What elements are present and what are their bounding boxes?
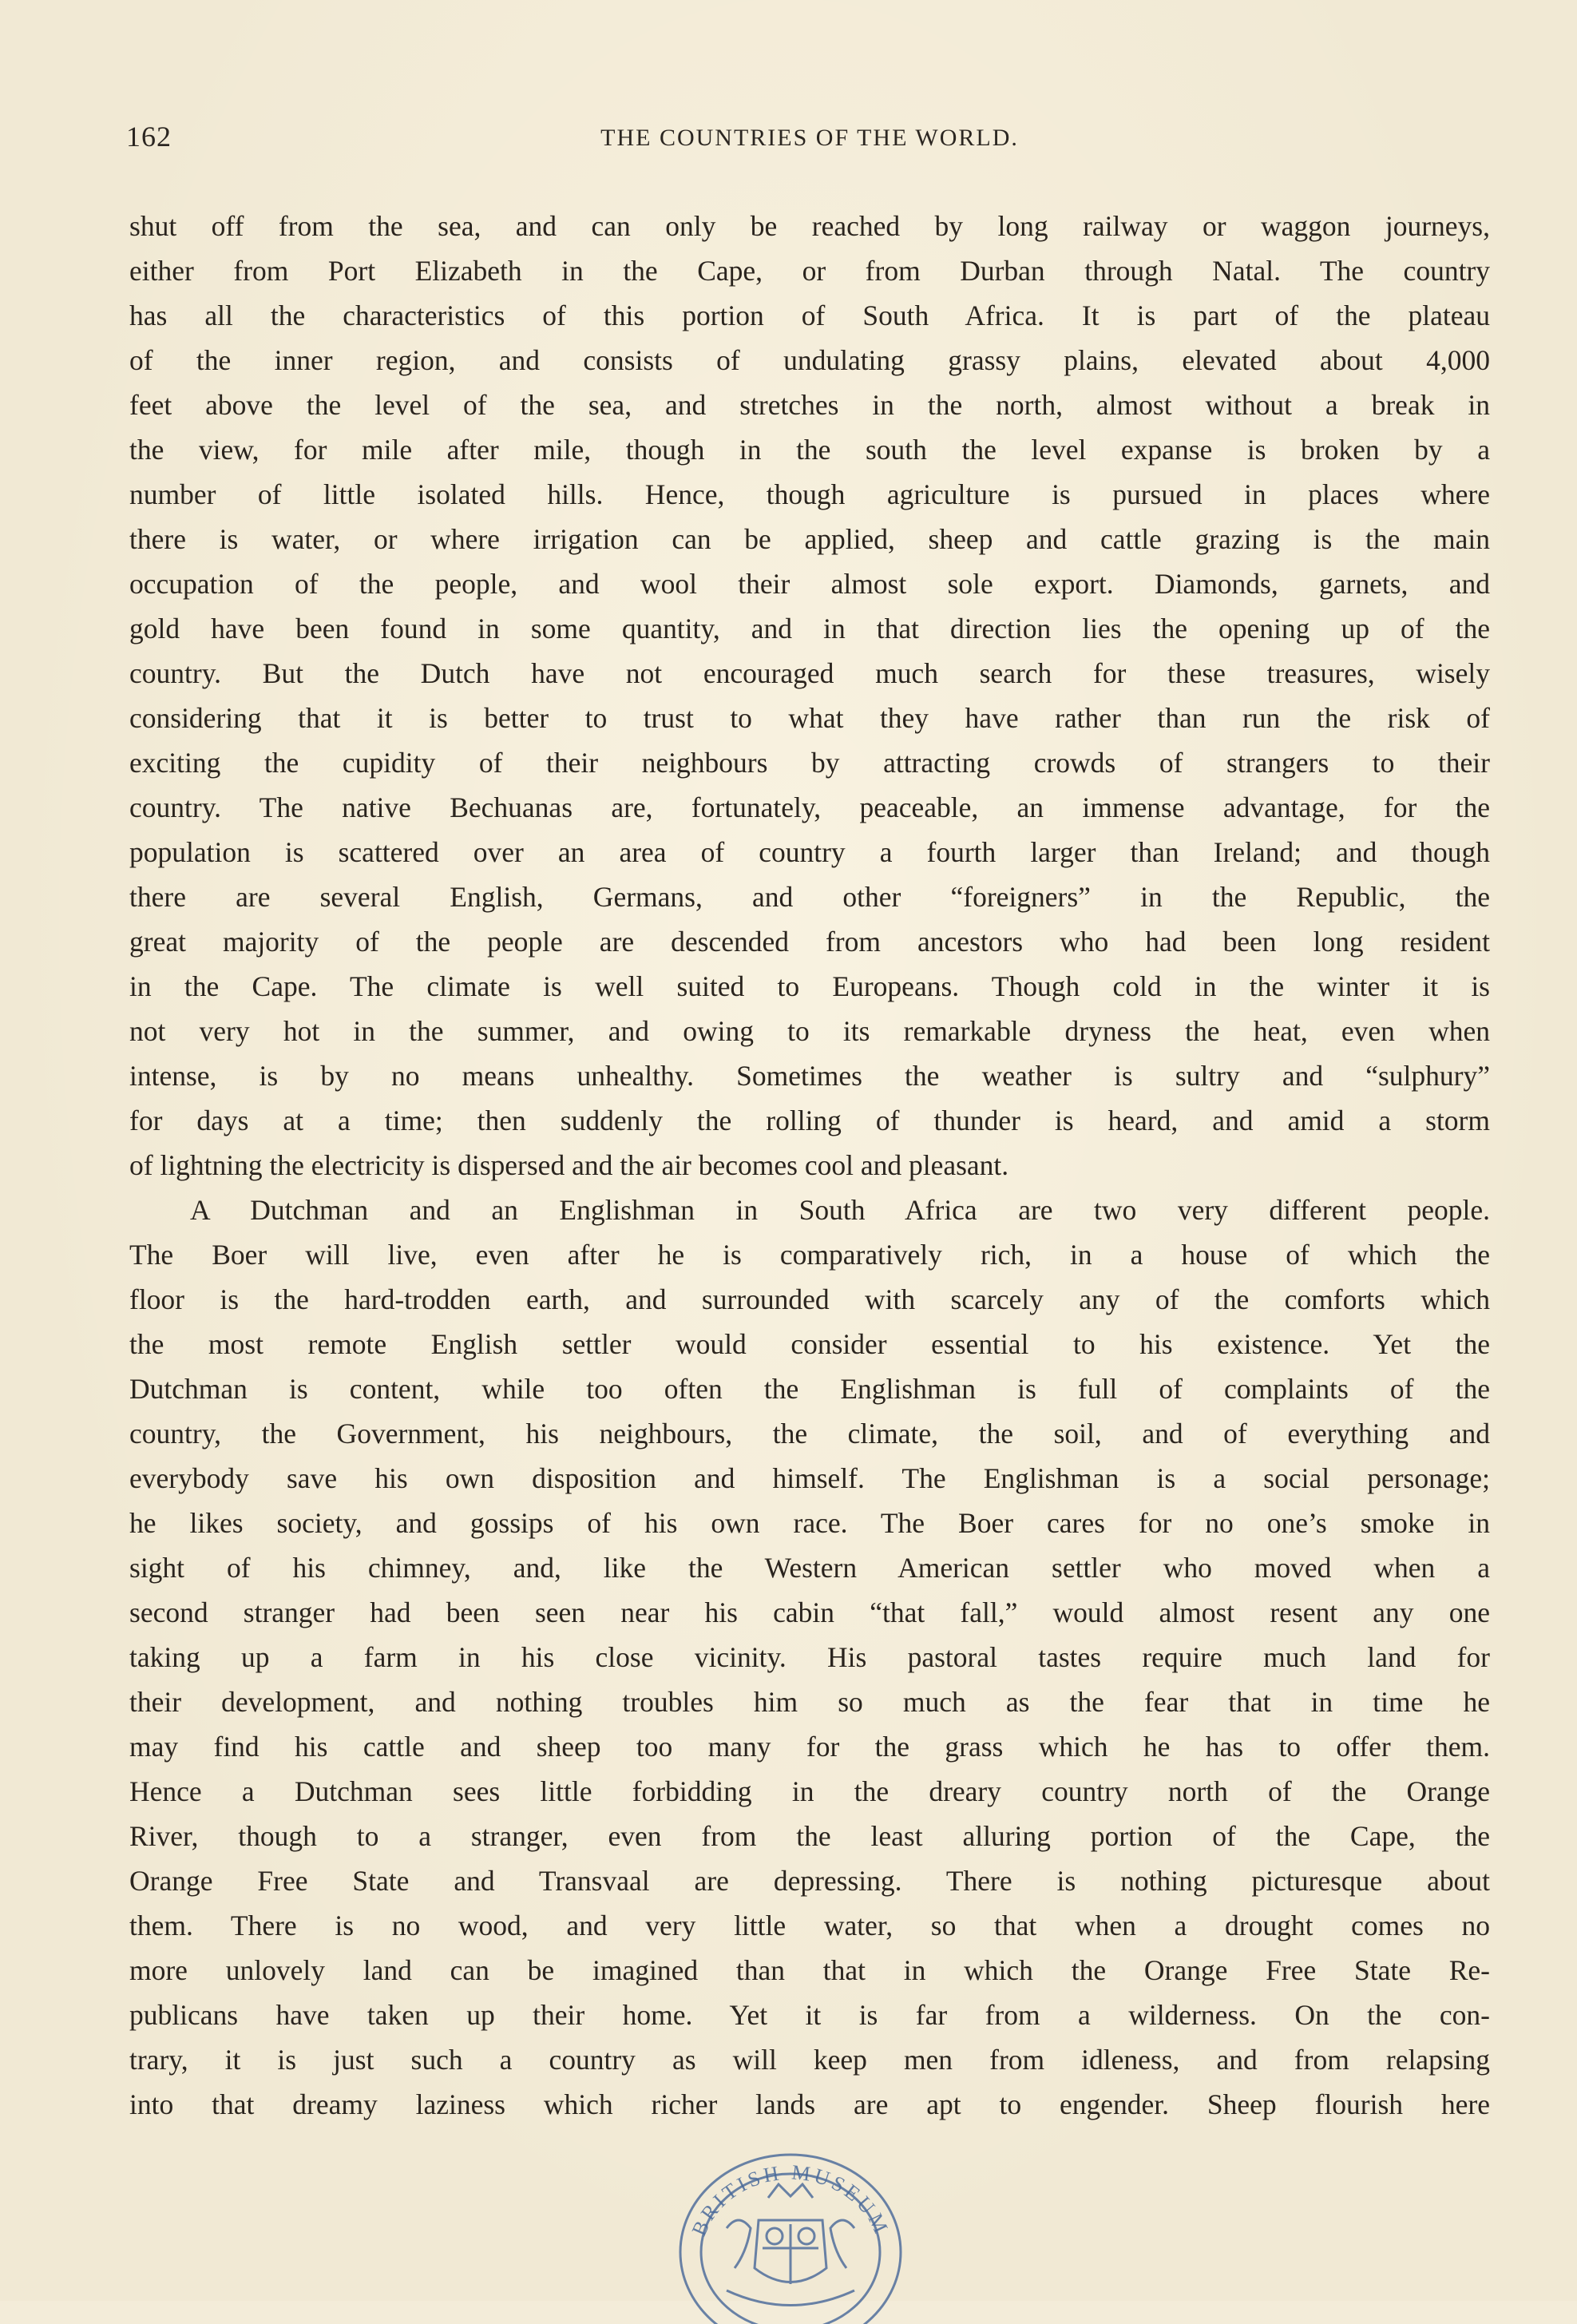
paragraph <box>129 1188 1490 2127</box>
text-line: Dutchman is content, while too often the Englishman is full of complaints of the <box>129 1373 1490 1405</box>
text-line: country, the Government, his neighbours, the climate, the soil, and of everything and <box>129 1418 1490 1450</box>
text-line: great majority of the people are descended from ancestors who had been long resident <box>129 926 1490 958</box>
text-line: The Boer will live, even after he is comparatively rich, in a house of which the <box>129 1239 1490 1271</box>
text-line: their development, and nothing troubles him so much as the fear that in time he <box>129 1686 1490 1718</box>
text-line: Hence a Dutchman sees little forbidding in the dreary country north of the Orange <box>129 1775 1490 1807</box>
text-line: either from Port Elizabeth in the Cape, or from Durban through Natal. The country <box>129 255 1490 287</box>
text-line: considering that it is better to trust to what they have rather than run the risk of <box>129 702 1490 734</box>
text-line: number of little isolated hills. Hence, though agriculture is pursued in places where <box>129 478 1490 510</box>
text-line: A Dutchman and an Englishman in South Africa are two very different people. <box>190 1194 1490 1226</box>
text-line: occupation of the people, and wool their almost sole export. Diamonds, garnets, and <box>129 568 1490 600</box>
page-header <box>126 120 1493 168</box>
page-number: 162 <box>126 121 172 153</box>
text-line: everybody save his own disposition and himself. The Englishman is a social personage; <box>129 1462 1490 1494</box>
text-line: country. But the Dutch have not encouraged much search for these treasures, wisely <box>129 657 1490 689</box>
paragraph <box>129 204 1490 1188</box>
text-line: taking up a farm in his close vicinity. His pastoral tastes require much land for <box>129 1641 1490 1673</box>
text-line: shut off from the sea, and can only be reached by long railway or waggon journeys, <box>129 210 1490 242</box>
body-text <box>129 204 1490 2127</box>
running-head: THE COUNTRIES OF THE WORLD. <box>600 125 1019 151</box>
text-line: sight of his chimney, and, like the Western American settler who moved when a <box>129 1552 1490 1584</box>
text-line: population is scattered over an area of country a fourth larger than Ireland; and though <box>129 836 1490 868</box>
text-line: them. There is no wood, and very little water, so that when a drought comes no <box>129 1910 1490 1941</box>
text-line: Orange Free State and Transvaal are depressing. There is nothing picturesque about <box>129 1865 1490 1897</box>
text-line: more unlovely land can be imagined than that in which the Orange Free State Re- <box>129 1954 1490 1986</box>
text-line: has all the characteristics of this portion of South Africa. It is part of the plateau <box>129 299 1490 331</box>
text-line: of lightning the electricity is dispersed and the air becomes cool and pleasant. <box>129 1149 1009 1181</box>
text-line: there is water, or where irrigation can be applied, sheep and cattle grazing is the main <box>129 523 1490 555</box>
stamp-legend: BRITISH MUSEUM <box>687 2160 894 2240</box>
text-line: floor is the hard-trodden earth, and surrounded with scarcely any of the comforts which <box>129 1283 1490 1315</box>
text-line: may find his cattle and sheep too many for the grass which he has to offer them. <box>129 1731 1490 1763</box>
text-line: there are several English, Germans, and other “foreigners” in the Republic, the <box>129 881 1490 913</box>
text-line: trary, it is just such a country as will keep men from idleness, and from relapsing <box>129 2044 1490 2076</box>
library-stamp-icon <box>671 2148 910 2324</box>
text-line: for days at a time; then suddenly the rolling of thunder is heard, and amid a storm <box>129 1104 1490 1136</box>
text-line: the most remote English settler would consider essential to his existence. Yet the <box>129 1328 1490 1360</box>
text-line: not very hot in the summer, and owing to its remarkable dryness the heat, even when <box>129 1015 1490 1047</box>
text-line: in the Cape. The climate is well suited to Europeans. Though cold in the winter it is <box>129 970 1490 1002</box>
text-line: River, though to a stranger, even from the least alluring portion of the Cape, the <box>129 1820 1490 1852</box>
text-line: country. The native Bechuanas are, fortunately, peaceable, an immense advantage, for the <box>129 791 1490 823</box>
text-line: publicans have taken up their home. Yet it is far from a wilderness. On the con- <box>129 1999 1490 2031</box>
text-line: he likes society, and gossips of his own race. The Boer cares for no one’s smoke in <box>129 1507 1490 1539</box>
text-line: of the inner region, and consists of undulating grassy plains, elevated about 4,000 <box>129 344 1490 376</box>
text-line: intense, is by no means unhealthy. Sometimes the weather is sultry and “sulphury” <box>129 1060 1490 1092</box>
text-line: exciting the cupidity of their neighbours by attracting crowds of strangers to their <box>129 747 1490 779</box>
text-line: the view, for mile after mile, though in the south the level expanse is broken by a <box>129 434 1490 466</box>
text-line: feet above the level of the sea, and stretches in the north, almost without a break in <box>129 389 1490 421</box>
text-line: into that dreamy laziness which richer lands are apt to engender. Sheep flourish here <box>129 2088 1490 2120</box>
text-line: gold have been found in some quantity, and in that direction lies the opening up of the <box>129 613 1490 644</box>
text-line: second stranger had been seen near his cabin “that fall,” would almost resent any one <box>129 1596 1490 1628</box>
